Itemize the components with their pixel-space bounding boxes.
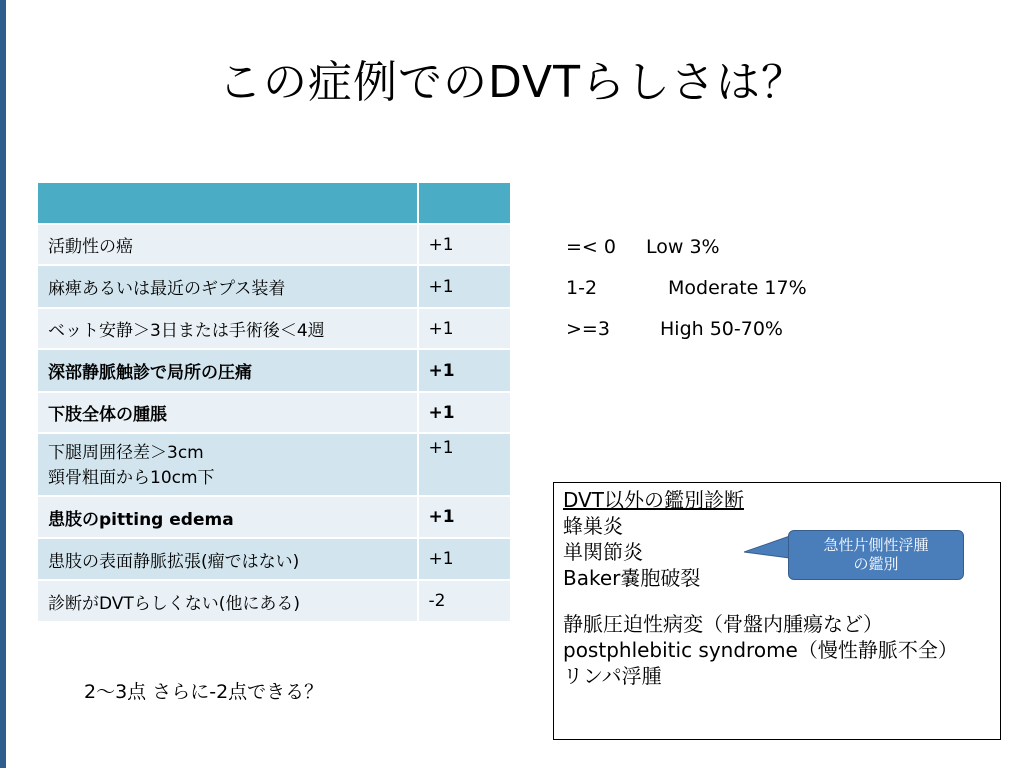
criterion-score: +1 [418, 433, 511, 496]
probability-level: Moderate 17% [668, 277, 807, 299]
probability-range: =< 0 [566, 236, 616, 258]
criterion-score: -2 [418, 580, 511, 622]
slide-left-border [0, 0, 6, 768]
criterion-label: 活動性の癌 [38, 224, 418, 265]
criterion-score: +1 [418, 349, 511, 392]
criterion-label: 麻痺あるいは最近のギプス装着 [38, 265, 418, 308]
ddx-item: 蜂巣炎 [563, 514, 623, 538]
table-row [38, 308, 511, 349]
callout-line: 急性片側性浮腫 [823, 536, 929, 554]
table-row [38, 580, 511, 622]
criterion-label: 患肢の表面静脈拡張(瘤ではない) [38, 538, 418, 580]
criterion-score: +1 [418, 538, 511, 580]
criterion-label: 深部静脈触診で局所の圧痛 [38, 349, 418, 392]
ddx-item: リンパ浮腫 [563, 664, 662, 688]
criterion-label: 患肢のpitting edema [38, 496, 418, 538]
probability-range: >=3 [566, 318, 610, 340]
criterion-score: +1 [418, 265, 511, 308]
criterion-score: +1 [418, 224, 511, 265]
probability-level: Low 3% [646, 236, 720, 258]
ddx-title: DVT以外の鑑別診断 [563, 488, 744, 512]
table-row [38, 392, 511, 433]
criterion-label [38, 433, 418, 496]
differential-diagnosis-box [553, 482, 1001, 740]
criterion-label-line: 頸骨粗面から10cm下 [48, 468, 215, 488]
table-row [38, 265, 511, 308]
criterion-score: +1 [418, 496, 511, 538]
wells-criteria-table [38, 183, 512, 623]
ddx-item: Baker嚢胞破裂 [563, 566, 701, 590]
criterion-label: 下肢全体の腫脹 [38, 392, 418, 433]
criterion-score: +1 [418, 308, 511, 349]
table-header-cell [418, 183, 511, 224]
table-header-row [38, 183, 511, 224]
ddx-item: postphlebitic syndrome（慢性静脈不全） [563, 638, 958, 662]
table-row [38, 496, 511, 538]
criterion-label: 診断がDVTらしくない(他にある) [38, 580, 418, 622]
table-header-cell [38, 183, 418, 224]
callout-bubble [788, 530, 964, 580]
ddx-item: 静脈圧迫性病変（骨盤内腫瘍など） [563, 612, 883, 636]
table-row [38, 433, 511, 496]
probability-range: 1-2 [566, 277, 598, 299]
table-row [38, 349, 511, 392]
slide-title: この症例でのDVTらしさは？ [217, 57, 807, 108]
score-note: 2〜3点 さらに-2点できる？ [84, 681, 324, 703]
probability-level: High 50-70% [660, 318, 783, 340]
ddx-item: 単関節炎 [563, 540, 643, 564]
ddx-spacer [563, 591, 1000, 611]
criterion-label-line: 下腿周囲径差＞3cm [48, 443, 204, 463]
table-row [38, 538, 511, 580]
table-row [38, 224, 511, 265]
callout-pointer [744, 530, 794, 570]
criterion-label: ベット安静＞3日または手術後＜4週 [38, 308, 418, 349]
callout-line: の鑑別 [853, 555, 899, 573]
criterion-score: +1 [418, 392, 511, 433]
